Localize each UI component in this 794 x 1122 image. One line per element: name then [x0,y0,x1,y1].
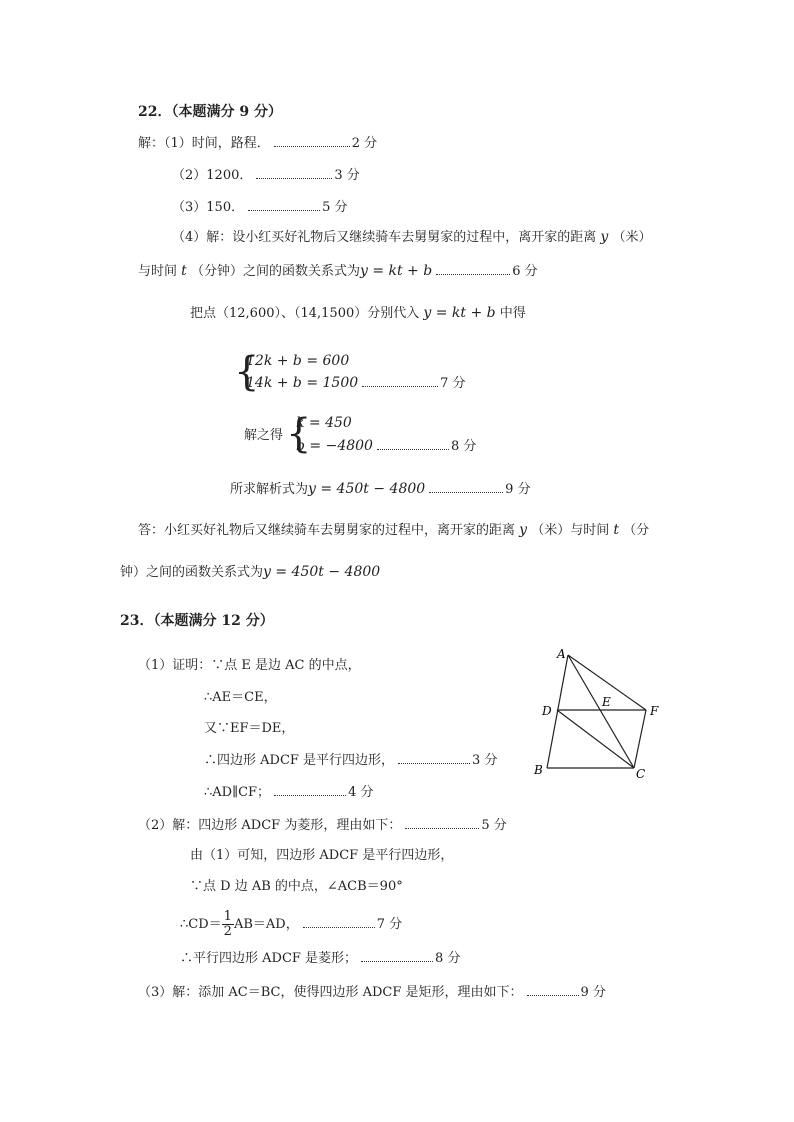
q22-line2-text: （2）1200． [172,168,253,183]
label-D: D [542,704,552,718]
dot-leader [303,915,375,928]
fraction-numerator: 1 [223,909,232,924]
label-C: C [636,767,646,781]
brace-symbol: { [234,349,260,395]
label-A: A [557,647,566,661]
dot-leader [429,480,503,493]
q23-title: 23．（本题满分 12 分） [120,613,274,629]
dot-leader [274,783,346,796]
q22-line1-score: 2 分 [351,136,378,151]
q22-line2 [172,166,360,185]
edge-AC [568,655,634,768]
q23-line10 [180,949,460,968]
q22-answer-text4: 钟）之间的函数关系式为 [120,565,264,580]
q23-line5-text: ∴AD∥CF； [204,785,271,800]
q23-line9-text: ∴CD＝ [180,917,222,932]
q23-line1: （1）证明：∵点 E 是边 AC 的中点， [138,658,361,673]
q22-answer-text2: （米）与时间 [531,523,610,538]
q23-line4 [204,751,497,770]
q22-answer-equation: y = 450t − 4800 [263,564,381,580]
q23-line5 [204,783,373,802]
q23-line5-score: 4 分 [348,785,374,800]
q22-answer-text: 答：小红买好礼物后又继续骑车去舅舅家的过程中，离开家的距离 [138,523,516,538]
q22-line1-text: 解：（1）时间，路程． [138,136,270,151]
q23-line2: ∴AE＝CE， [204,690,277,705]
q22-line6 [190,304,526,323]
q23-line6-score: 5 分 [481,818,507,833]
q23-line10-score: 8 分 [435,951,461,966]
q22-line3-score: 5 分 [322,200,348,215]
q22-answer-line1 [138,521,649,540]
q23-line11-text: （3）解：添加 AC＝BC，使得四边形 ADCF 是矩形，理由如下： [138,985,523,1000]
q22-line9-text: 所求解析式为 [230,482,309,497]
label-E: E [602,695,611,709]
q22-line5-equation: y = kt + b [359,263,433,279]
q23-line4-text: ∴四边形 ADCF 是平行四边形， [204,753,395,768]
q23-line3: 又∵EF＝DE， [204,721,295,736]
q22-line9-equation: y = 450t − 4800 [308,481,426,497]
q22-line5-text2: （分钟）之间的函数关系式为 [190,264,360,279]
q22-line5-var: t [181,263,187,279]
label-B: B [534,763,543,777]
q22-line3-text: （3）150． [172,200,245,215]
system1-eq2-line [246,374,466,393]
q22-line2-score: 3 分 [334,168,360,183]
q22-line5 [138,262,538,281]
q22-answer-text3: （分 [623,523,650,538]
dot-leader [405,816,479,829]
q23-line6 [138,816,507,835]
system1-score: 7 分 [440,376,466,391]
dot-leader [377,437,449,450]
system2-eq2: b = −4800 [296,438,373,454]
q23-line9-score: 7 分 [376,917,403,932]
q22-answer-var: y [519,522,528,538]
q23-line10-text: ∴平行四边形 ADCF 是菱形； [180,951,358,966]
q22-line4-text: （4）解：设小红买好礼物后又继续骑车去舅舅家的过程中，离开家的距离 [172,230,597,245]
dot-leader [398,751,470,764]
dot-leader [436,262,510,275]
dot-leader [274,134,350,147]
q22-line3 [172,198,348,217]
fraction-half [222,910,234,939]
q22-line6-text: 把点（12,600）、（14,1500）分别代入 [190,306,420,321]
system1-eq1: 12k + b = 600 [246,353,350,369]
dot-leader [248,198,320,211]
q23-line11 [138,983,606,1002]
q23-line4-score: 3 分 [472,753,498,768]
q23-line9-text2: AB＝AD， [233,917,299,932]
q22-title: 22．（本题满分 9 分） [138,104,282,120]
label-F: F [650,704,659,718]
brace-symbol: { [286,411,312,457]
dot-leader [362,374,438,387]
system1-eq2: 14k + b = 1500 [246,375,359,391]
system2-eq2-line [296,437,476,456]
dot-leader [527,983,579,996]
q22-line4-var: y [600,229,609,245]
q22-line1 [138,134,377,153]
q23-line11-score: 9 分 [580,985,606,1000]
fraction-denominator: 2 [223,924,232,939]
system2-score: 8 分 [450,439,477,454]
solve-label: 解之得 [244,428,284,443]
q23-line6-text: （2）解：四边形 ADCF 为菱形，理由如下： [138,818,402,833]
dot-leader [256,166,332,179]
q22-line4 [172,228,652,247]
q23-line7: 由（1）可知，四边形 ADCF 是平行四边形， [190,848,454,863]
system2-eq1: k = 450 [296,415,352,431]
geometry-figure [520,640,680,785]
edge-DC [557,710,634,768]
dot-leader [361,949,433,962]
q22-line5-score: 6 分 [512,264,538,279]
q22-line6-equation: y = kt + b [423,305,496,321]
edge-FC [634,710,646,768]
q22-line5-text: 与时间 [138,264,178,279]
q22-answer-line2 [120,563,380,582]
q22-line4-unit: （米） [612,230,652,245]
q22-line9 [230,480,531,499]
q22-answer-var2: t [613,522,620,538]
q22-line9-score: 9 分 [505,482,531,497]
q22-line6-text2: 中得 [499,306,526,321]
q23-line9 [180,910,402,940]
q23-line8: ∵点 D 边 AB 的中点，∠ACB＝90° [190,879,403,894]
